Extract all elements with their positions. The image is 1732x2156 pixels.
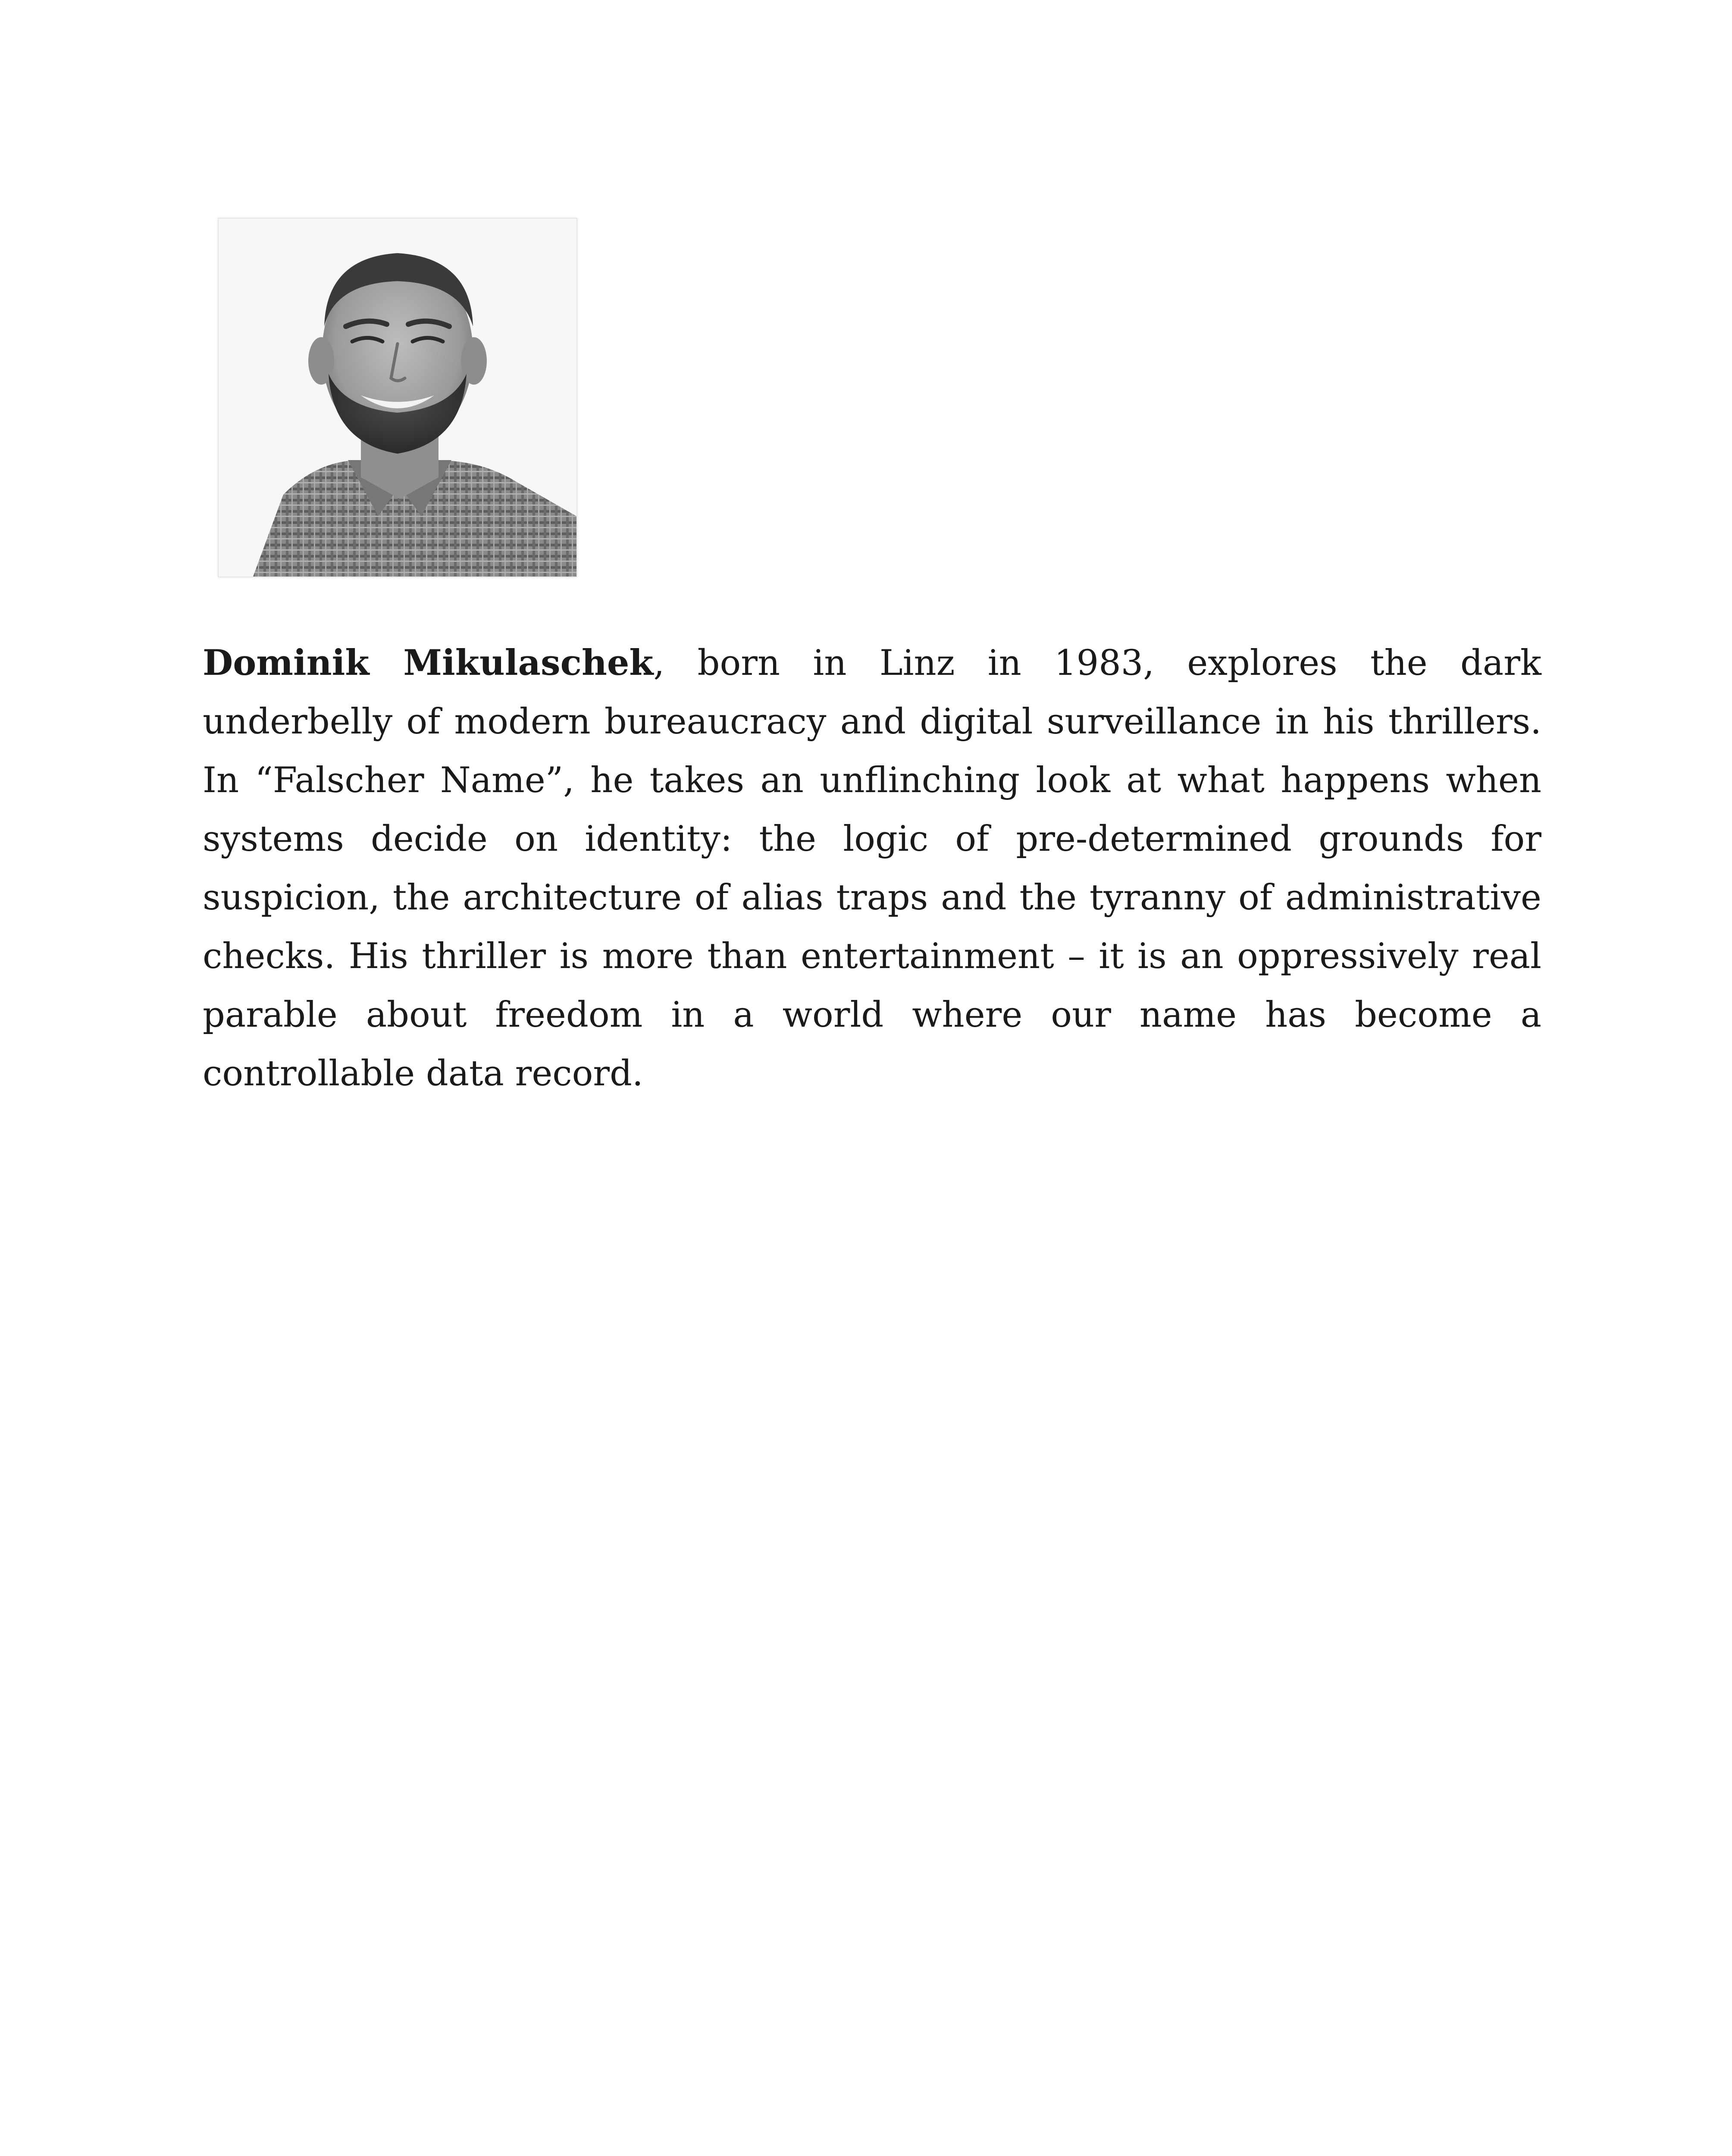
author-bio-text: , born in Linz in 1983, explores the dark underbelly of modern bureaucracy and digital surveillance in his thrillers. In “Falscher Name”, he takes an unflinching look at what happens when systems decide on identity: the logic of pre-determined grounds for suspicion, the architecture of alias traps and the tyranny of administrative checks. His thriller is more than entertainment – it is an oppressively real parable about freedom in a world where our name has become a controllable data record. <box>203 643 1542 1094</box>
author-portrait-photo <box>219 219 576 577</box>
author-bio <box>203 634 1541 1103</box>
author-name: Dominik Mikulaschek <box>203 642 654 683</box>
author-portrait <box>218 218 577 577</box>
